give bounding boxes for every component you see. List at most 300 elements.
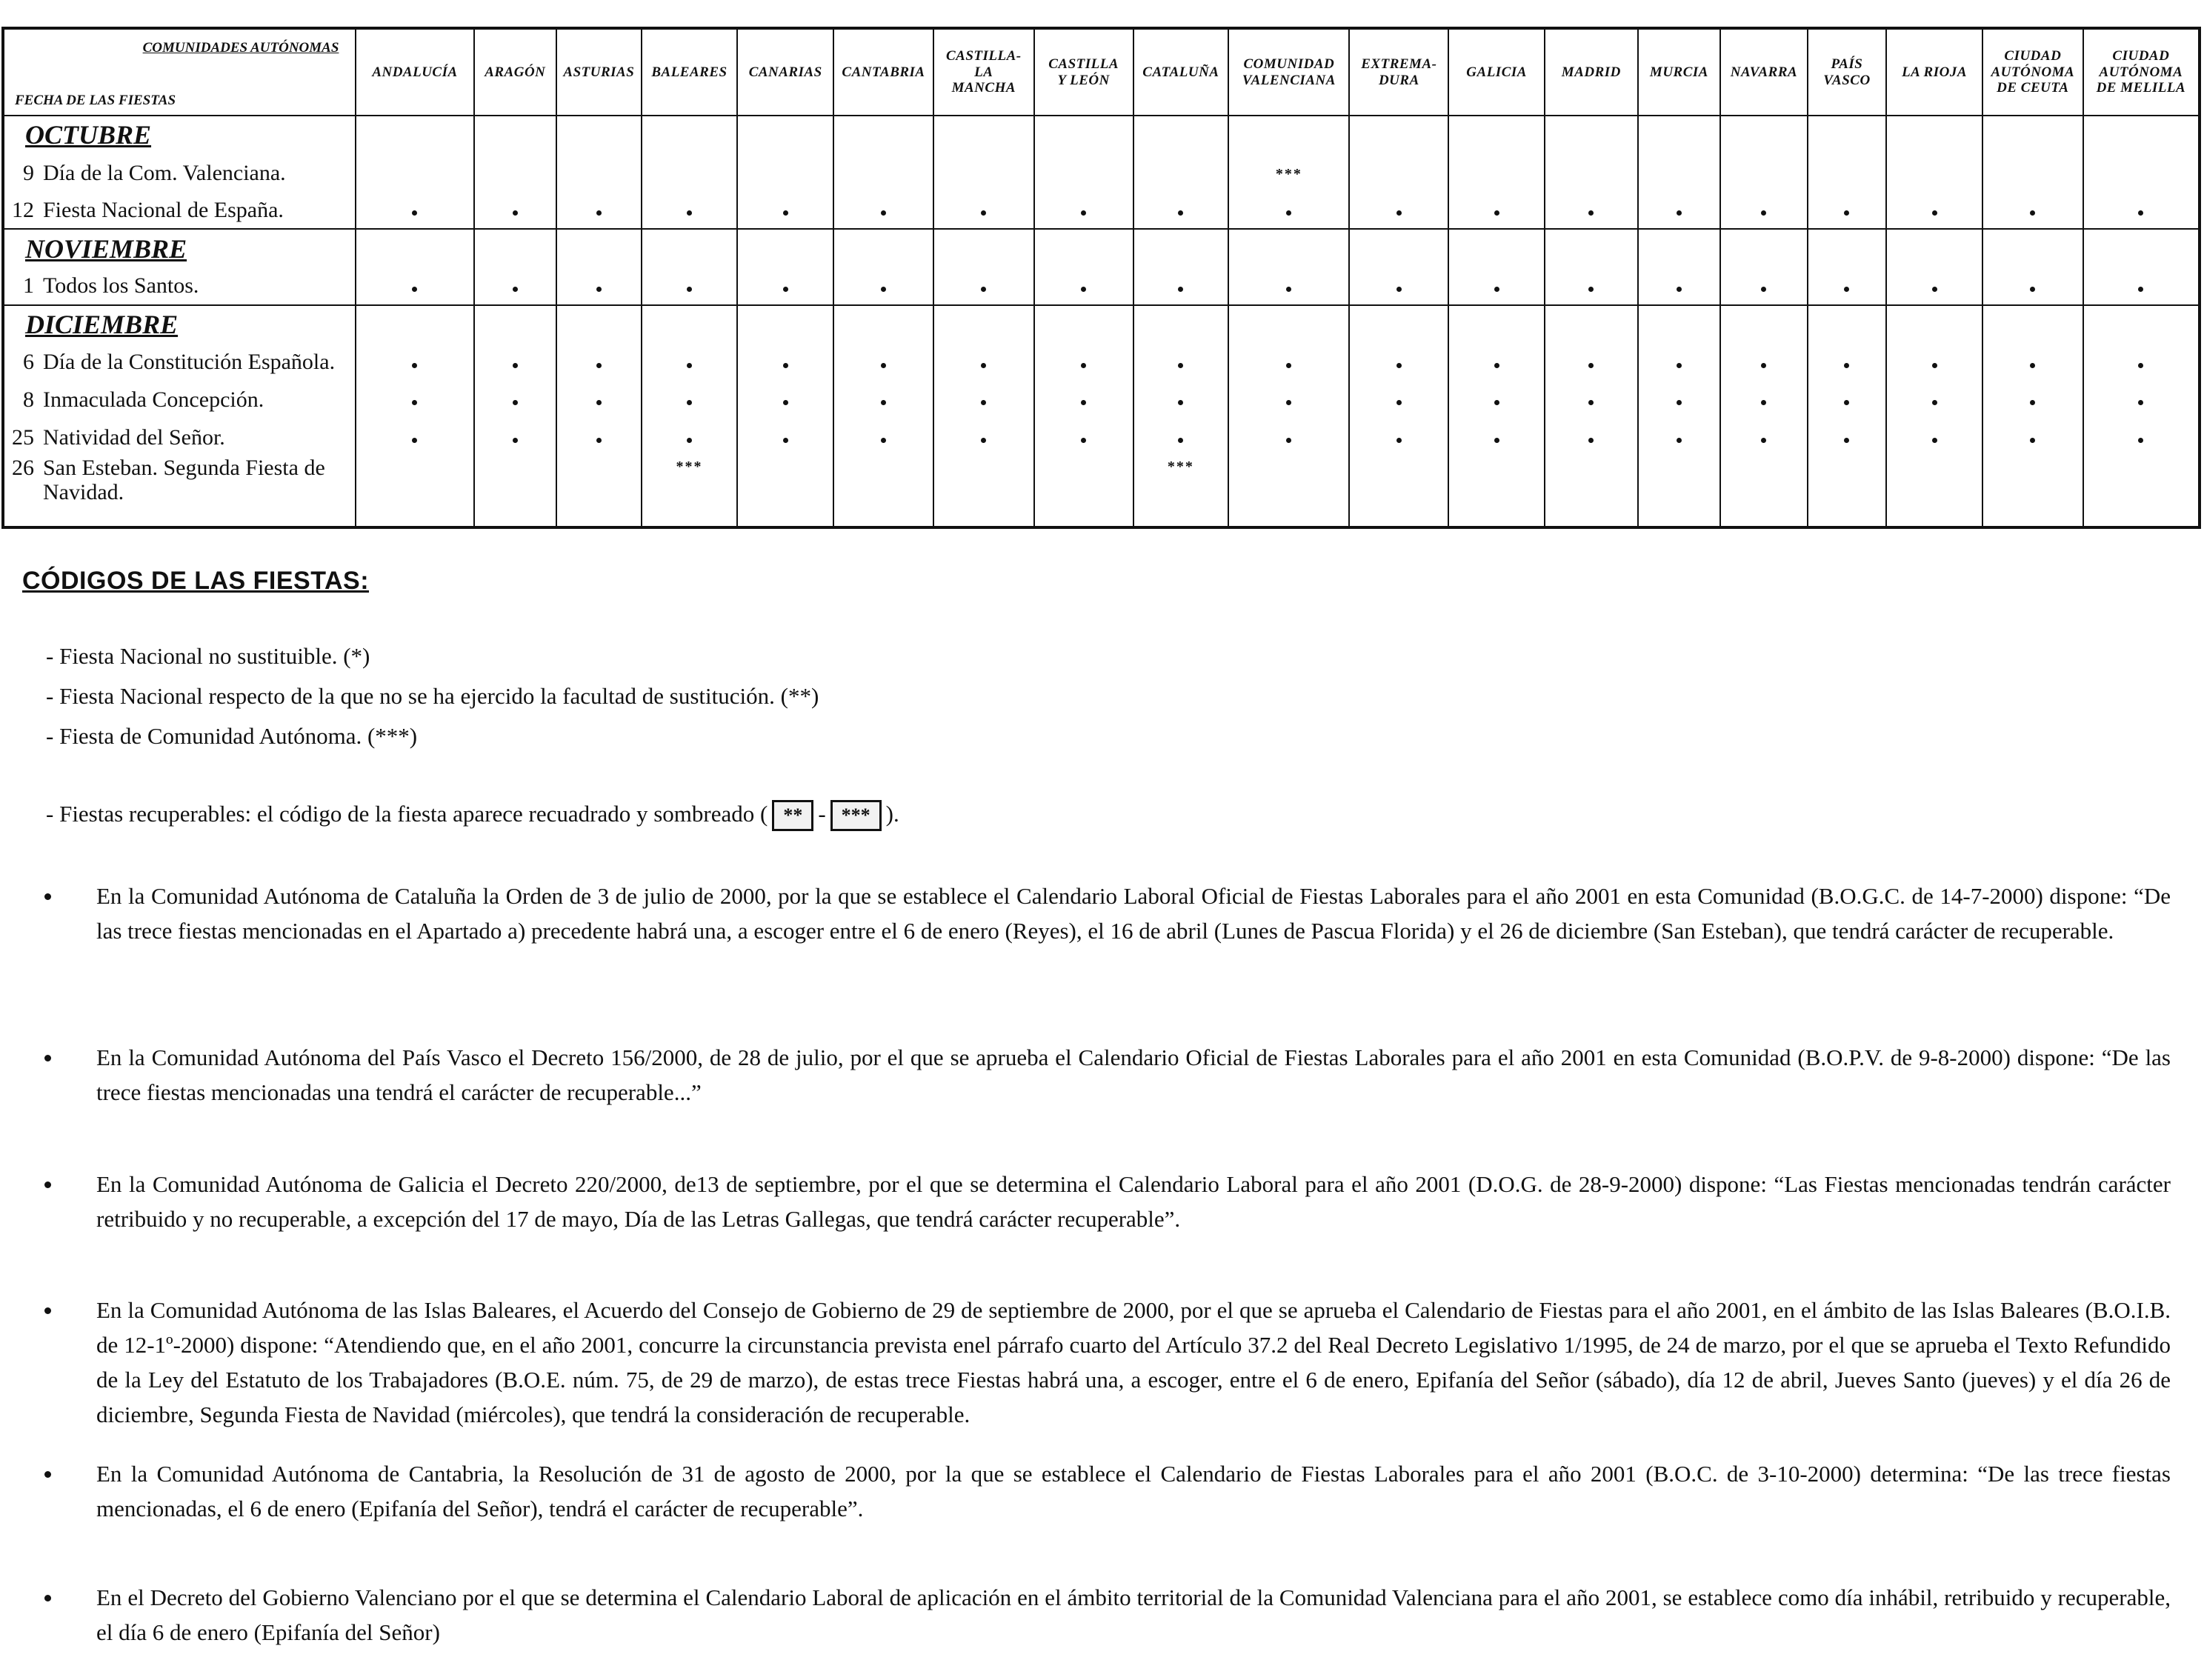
region-header: [1133, 28, 1229, 116]
empty-cell: [1808, 154, 1886, 192]
region-header-line: GALICIA: [1466, 64, 1527, 80]
region-header-line: VALENCIANA: [1242, 72, 1336, 88]
national-holiday-mark: [1448, 344, 1545, 381]
dot-icon: [1844, 400, 1849, 405]
national-holiday-mark: [556, 267, 642, 305]
holiday-name: San Esteban. Segunda Fiesta de: [43, 456, 325, 481]
dot-icon: [1081, 400, 1086, 405]
dot-icon: [881, 400, 886, 405]
holiday-calendar-table: [1, 27, 2201, 529]
empty-cell: [356, 116, 473, 154]
national-holiday-mark: [1886, 192, 1982, 230]
holiday-row: [3, 456, 2200, 527]
national-holiday-mark: [1808, 344, 1886, 381]
national-holiday-mark: [737, 419, 833, 456]
dot-icon: [596, 438, 602, 443]
empty-cell: [1349, 305, 1448, 344]
dot-icon: [2138, 210, 2143, 216]
national-holiday-mark: [1349, 267, 1448, 305]
dot-icon: [1588, 438, 1594, 443]
national-holiday-mark: [1886, 344, 1982, 381]
national-holiday-mark: [1720, 419, 1808, 456]
region-header: [474, 28, 557, 116]
dot-icon: [1494, 287, 1499, 292]
region-header-line: VASCO: [1823, 72, 1871, 88]
holiday-name: Todos los Santos.: [43, 273, 199, 299]
empty-cell: [1349, 229, 1448, 267]
national-holiday-mark: [1808, 267, 1886, 305]
note-cantabria: [44, 1456, 2171, 1526]
dot-icon: [981, 287, 986, 292]
national-holiday-mark: [474, 344, 557, 381]
national-holiday-mark: [642, 192, 738, 230]
national-holiday-mark: [642, 267, 738, 305]
empty-cell: [1720, 305, 1808, 344]
dot-icon: [1932, 363, 1937, 368]
region-header-line: DURA: [1378, 72, 1419, 88]
dot-icon: [1588, 287, 1594, 292]
dot-icon: [881, 438, 886, 443]
region-header-line: MANCHA: [951, 80, 1016, 96]
recoverable-text-end: ).: [885, 801, 899, 827]
dot-icon: [412, 363, 417, 368]
empty-cell: [1349, 116, 1448, 154]
holiday-label: [3, 381, 356, 419]
national-holiday-mark: [1982, 419, 2083, 456]
recoverable-box-triple: ***: [830, 800, 882, 831]
dot-icon: [1761, 438, 1766, 443]
holiday-name: Inmaculada Concepción.: [43, 387, 264, 412]
national-holiday-mark: [1545, 381, 1638, 419]
dot-icon: [412, 210, 417, 216]
region-header: [1720, 28, 1808, 116]
region-header: [1034, 28, 1133, 116]
national-holiday-mark: [1228, 381, 1349, 419]
note-text: En el Decreto del Gobierno Valenciano por el que se determina el Calendario Laboral de aplicación en el ámbito territorial de la Comunidad Valenciana para el año 2001, se establece como día inhábil, retribuido y recuperable, el día 6 de enero (Epifanía del Señor): [96, 1584, 2171, 1645]
dot-icon: [981, 400, 986, 405]
empty-cell: [1545, 456, 1638, 527]
holiday-row: [3, 192, 2200, 230]
holiday-name: Fiesta Nacional de España.: [43, 197, 284, 222]
bullet-icon: [44, 1040, 81, 1075]
dot-icon: [412, 438, 417, 443]
holiday-name: Día de la Constitución Española.: [43, 350, 336, 375]
region-header: [1886, 28, 1982, 116]
dot-icon: [412, 400, 417, 405]
empty-cell: [933, 116, 1034, 154]
regional-code: ***: [1275, 166, 1302, 183]
dot-icon: [412, 287, 417, 292]
region-header-line: BALEARES: [651, 64, 728, 80]
national-holiday-mark: [474, 381, 557, 419]
dot-icon: [783, 210, 788, 216]
region-header: [1228, 28, 1349, 116]
dot-icon: [981, 438, 986, 443]
empty-cell: [1448, 116, 1545, 154]
dot-icon: [513, 210, 518, 216]
region-header-line: CANTABRIA: [842, 64, 925, 80]
national-holiday-mark: [833, 192, 933, 230]
national-holiday-mark: [1886, 381, 1982, 419]
national-holiday-mark: [1982, 267, 2083, 305]
code-line-national-not-substituted: - Fiesta Nacional respecto de la que no se ha ejercido la facultad de sustitución. (**): [46, 683, 819, 709]
dot-icon: [1178, 438, 1183, 443]
empty-cell: [2083, 116, 2200, 154]
holiday-name: Día de la Com. Valenciana.: [43, 160, 286, 185]
holiday-row: [3, 154, 2200, 192]
national-holiday-mark: [642, 381, 738, 419]
national-holiday-mark: [1133, 344, 1229, 381]
national-holiday-mark: [1034, 381, 1133, 419]
national-holiday-mark: [933, 192, 1034, 230]
dot-icon: [1494, 210, 1499, 216]
table-corner-header: [3, 28, 356, 116]
empty-cell: [737, 229, 833, 267]
empty-cell: [1545, 305, 1638, 344]
dot-icon: [1761, 210, 1766, 216]
empty-cell: [642, 116, 738, 154]
holiday-name: Natividad del Señor.: [43, 424, 225, 450]
empty-cell: [556, 305, 642, 344]
dot-icon: [1286, 363, 1291, 368]
dot-icon: [1932, 438, 1937, 443]
note-valenciana: [44, 1580, 2171, 1650]
empty-cell: [474, 305, 557, 344]
dot-icon: [783, 287, 788, 292]
region-header-line: COMUNIDAD: [1243, 56, 1335, 72]
empty-cell: [474, 456, 557, 527]
dot-icon: [596, 363, 602, 368]
dot-icon: [513, 400, 518, 405]
national-holiday-mark: [356, 344, 473, 381]
holiday-day: 1: [23, 273, 34, 299]
national-holiday-mark: [737, 192, 833, 230]
empty-cell: [2083, 456, 2200, 527]
recoverable-separator: -: [818, 801, 826, 827]
empty-cell: [556, 116, 642, 154]
month-heading: DICIEMBRE: [3, 305, 356, 344]
national-holiday-mark: [737, 344, 833, 381]
national-holiday-mark: [356, 419, 473, 456]
national-holiday-mark: [356, 267, 473, 305]
national-holiday-mark: [2083, 419, 2200, 456]
empty-cell: [1886, 154, 1982, 192]
region-header-line: LA: [974, 64, 993, 80]
national-holiday-mark: [1228, 419, 1349, 456]
dot-icon: [1178, 210, 1183, 216]
dot-icon: [687, 210, 692, 216]
dot-icon: [1396, 210, 1402, 216]
empty-cell: [1228, 456, 1349, 527]
national-holiday-mark: [2083, 267, 2200, 305]
national-holiday-mark: [2083, 381, 2200, 419]
national-holiday-mark: [1448, 192, 1545, 230]
empty-cell: [1448, 305, 1545, 344]
empty-cell: [1133, 305, 1229, 344]
bullet-icon: [44, 1456, 81, 1491]
region-header-line: PAÍS: [1831, 56, 1863, 72]
national-holiday-mark: [933, 344, 1034, 381]
national-holiday-mark: [474, 419, 557, 456]
dot-icon: [687, 363, 692, 368]
empty-cell: [356, 229, 473, 267]
empty-cell: [833, 116, 933, 154]
empty-cell: [642, 229, 738, 267]
dot-icon: [2030, 363, 2035, 368]
dot-icon: [1286, 287, 1291, 292]
empty-cell: [1034, 154, 1133, 192]
dot-icon: [783, 400, 788, 405]
national-holiday-mark: [1133, 192, 1229, 230]
national-holiday-mark: [474, 192, 557, 230]
dot-icon: [1081, 438, 1086, 443]
dates-header-label: FECHA DE LAS FIESTAS: [15, 93, 176, 108]
national-holiday-mark: [1886, 419, 1982, 456]
region-header: [1982, 28, 2083, 116]
national-holiday-mark: [1808, 381, 1886, 419]
dot-icon: [1494, 363, 1499, 368]
note-text: En la Comunidad Autónoma del País Vasco el Decreto 156/2000, de 28 de julio, por el que se aprueba el Calendario Oficial de Fiestas Laborales para el año 2001 en esta Comunidad (B.O.P.V. de 9-8-2000) dispone: “De las trece fiestas mencionadas una tendrá el carácter de recuperable...”: [96, 1044, 2171, 1105]
dot-icon: [687, 287, 692, 292]
dot-icon: [1178, 363, 1183, 368]
national-holiday-mark: [1808, 419, 1886, 456]
dot-icon: [1761, 363, 1766, 368]
dot-icon: [1286, 400, 1291, 405]
empty-cell: [1720, 116, 1808, 154]
national-holiday-mark: [1448, 381, 1545, 419]
empty-cell: [737, 116, 833, 154]
empty-cell: [1133, 116, 1229, 154]
national-holiday-mark: [356, 192, 473, 230]
region-header-line: CASTILLA-: [946, 47, 1022, 64]
dot-icon: [1761, 287, 1766, 292]
region-header: [642, 28, 738, 116]
national-holiday-mark: [833, 419, 933, 456]
note-text: En la Comunidad Autónoma de las Islas Baleares, el Acuerdo del Consejo de Gobierno de 29 de septiembre de 2000, por el que se aprueba el Calendario de Fiestas para el año 2001, en el ámbito de las Islas Baleares (B.O.I.B. de 12-1º-2000) dispone: “Atendiendo que, en el año 2001, concurre la circunstancia prevista enel párrafo cuarto del Artículo 37.2 del Real Decreto Legislativo 1/1995, de 24 de marzo, por el que se aprueba el Texto Refundido de la Ley del Estatuto de los Trabajadores (B.O.E. núm. 75, de 29 de marzo), de estas trece Fiestas habrá una, a escoger, entre el 6 de enero, Epifanía del Señor (sábado), día 12 de abril, Jueves Santo (jueves) y el día 26 de diciembre, Segunda Fiesta de Navidad (miércoles), que tendrá la consideración de recuperable.: [96, 1297, 2171, 1427]
dot-icon: [513, 287, 518, 292]
dot-icon: [981, 210, 986, 216]
empty-cell: [933, 305, 1034, 344]
empty-cell: [1228, 229, 1349, 267]
region-header: [1545, 28, 1638, 116]
dot-icon: [783, 438, 788, 443]
empty-cell: [1982, 154, 2083, 192]
national-holiday-mark: [737, 381, 833, 419]
empty-cell: [1808, 116, 1886, 154]
dot-icon: [1588, 363, 1594, 368]
empty-cell: [1638, 456, 1721, 527]
region-header-line: CASTILLA: [1048, 56, 1119, 72]
region-header-line: EXTREMA-: [1361, 56, 1437, 72]
dot-icon: [1396, 363, 1402, 368]
region-header-line: AUTÓNOMA: [2099, 64, 2183, 80]
empty-cell: [642, 305, 738, 344]
empty-cell: [642, 154, 738, 192]
national-holiday-mark: [1982, 192, 2083, 230]
national-holiday-mark: [1638, 267, 1721, 305]
regional-code: ***: [676, 459, 703, 476]
dot-icon: [1844, 210, 1849, 216]
dot-icon: [2030, 400, 2035, 405]
note-cataluna: [44, 879, 2171, 948]
holiday-label: [3, 456, 356, 527]
empty-cell: [2083, 229, 2200, 267]
empty-cell: [1034, 305, 1133, 344]
national-holiday-mark: [1638, 192, 1721, 230]
dot-icon: [1286, 438, 1291, 443]
dot-icon: [687, 400, 692, 405]
regional-holiday-mark: [642, 456, 738, 527]
recoverable-text: - Fiestas recuperables: el código de la fiesta aparece recuadrado y sombreado (: [46, 801, 768, 827]
regional-code: ***: [1167, 459, 1194, 476]
recoverable-box-double: **: [772, 800, 813, 831]
region-header: [1638, 28, 1721, 116]
note-galicia: [44, 1167, 2171, 1236]
national-holiday-mark: [1720, 381, 1808, 419]
region-header-line: ANDALUCÍA: [372, 64, 458, 80]
holiday-label: [3, 192, 356, 230]
empty-cell: [833, 229, 933, 267]
national-holiday-mark: [1545, 344, 1638, 381]
empty-cell: [556, 229, 642, 267]
national-holiday-mark: [556, 419, 642, 456]
empty-cell: [1720, 456, 1808, 527]
national-holiday-mark: [1808, 192, 1886, 230]
empty-cell: [474, 116, 557, 154]
holiday-row: [3, 381, 2200, 419]
empty-cell: [1228, 116, 1349, 154]
region-header-line: CIUDAD: [2112, 47, 2170, 64]
national-holiday-mark: [2083, 344, 2200, 381]
empty-cell: [1886, 229, 1982, 267]
dot-icon: [1178, 400, 1183, 405]
national-holiday-mark: [1720, 344, 1808, 381]
empty-cell: [356, 456, 473, 527]
regions-header-label: COMUNIDADES AUTÓNOMAS: [142, 40, 339, 56]
national-holiday-mark: [1349, 381, 1448, 419]
region-header-line: AUTÓNOMA: [1991, 64, 2075, 80]
empty-cell: [1133, 154, 1229, 192]
empty-cell: [1638, 305, 1721, 344]
holiday-day: 26: [12, 456, 34, 481]
dot-icon: [1844, 287, 1849, 292]
empty-cell: [933, 229, 1034, 267]
national-holiday-mark: [1349, 192, 1448, 230]
note-text: En la Comunidad Autónoma de Cataluña la Orden de 3 de julio de 2000, por la que se establece el Calendario Laboral Oficial de Fiestas Laborales para el año 2001 en esta Comunidad (B.O.G.C. de 14-7-2000) dispone: “De las trece fiestas mencionadas en el Apartado a) precedente habrá una, a escoger entre el 6 de enero (Reyes), el 16 de abril (Lunes de Pascua Florida) y el 26 de diciembre (San Esteban), que tendrá carácter de recuperable.: [96, 883, 2171, 944]
national-holiday-mark: [1034, 192, 1133, 230]
region-header-line: DE MELILLA: [2096, 80, 2186, 96]
national-holiday-mark: [1545, 267, 1638, 305]
region-header: [1448, 28, 1545, 116]
national-holiday-mark: [737, 267, 833, 305]
national-holiday-mark: [642, 344, 738, 381]
dot-icon: [2138, 438, 2143, 443]
region-header-line: NAVARRA: [1730, 64, 1798, 80]
holiday-day: 6: [23, 350, 34, 375]
empty-cell: [1886, 456, 1982, 527]
dot-icon: [596, 287, 602, 292]
empty-cell: [1034, 456, 1133, 527]
dot-icon: [2138, 287, 2143, 292]
national-holiday-mark: [642, 419, 738, 456]
dot-icon: [687, 438, 692, 443]
empty-cell: [1886, 305, 1982, 344]
national-holiday-mark: [556, 192, 642, 230]
empty-cell: [1545, 229, 1638, 267]
region-header: [833, 28, 933, 116]
region-header: [2083, 28, 2200, 116]
empty-cell: [474, 229, 557, 267]
empty-cell: [1982, 229, 2083, 267]
holiday-row: [3, 419, 2200, 456]
national-holiday-mark: [1886, 267, 1982, 305]
note-text: En la Comunidad Autónoma de Cantabria, la Resolución de 31 de agosto de 2000, por la que se establece el Calendario de Fiestas Laborales para el año 2001 (B.O.C. de 3-10-2000) determina: “De las trece fiestas mencionadas, el 6 de enero (Epifanía del Señor), tendrá el carácter de recuperable”.: [96, 1461, 2171, 1521]
national-holiday-mark: [1720, 267, 1808, 305]
national-holiday-mark: [1545, 419, 1638, 456]
empty-cell: [1034, 229, 1133, 267]
national-holiday-mark: [1133, 267, 1229, 305]
empty-cell: [1448, 154, 1545, 192]
region-header-line: ARAGÓN: [485, 64, 546, 80]
dot-icon: [1932, 210, 1937, 216]
national-holiday-mark: [833, 344, 933, 381]
dot-icon: [1932, 400, 1937, 405]
dot-icon: [596, 400, 602, 405]
dot-icon: [2138, 400, 2143, 405]
dot-icon: [513, 438, 518, 443]
empty-cell: [1982, 116, 2083, 154]
month-heading: NOVIEMBRE: [3, 229, 356, 267]
dot-icon: [1761, 400, 1766, 405]
dot-icon: [1081, 210, 1086, 216]
holiday-day: 12: [12, 197, 34, 222]
empty-cell: [1133, 229, 1229, 267]
empty-cell: [1982, 305, 2083, 344]
national-holiday-mark: [556, 381, 642, 419]
holiday-day: 25: [12, 424, 34, 450]
national-holiday-mark: [1638, 381, 1721, 419]
empty-cell: [933, 456, 1034, 527]
national-holiday-mark: [933, 381, 1034, 419]
national-holiday-mark: [1982, 344, 2083, 381]
dot-icon: [783, 363, 788, 368]
dot-icon: [1588, 210, 1594, 216]
dot-icon: [2030, 438, 2035, 443]
national-holiday-mark: [2083, 192, 2200, 230]
national-holiday-mark: [1349, 419, 1448, 456]
national-holiday-mark: [556, 344, 642, 381]
dot-icon: [1396, 400, 1402, 405]
national-holiday-mark: [1034, 419, 1133, 456]
dot-icon: [881, 363, 886, 368]
empty-cell: [933, 154, 1034, 192]
national-holiday-mark: [1638, 419, 1721, 456]
dot-icon: [2138, 363, 2143, 368]
national-holiday-mark: [1228, 192, 1349, 230]
regional-holiday-mark: [1228, 154, 1349, 192]
empty-cell: [1638, 116, 1721, 154]
holiday-day: 9: [23, 160, 34, 185]
region-header: [737, 28, 833, 116]
national-holiday-mark: [1720, 192, 1808, 230]
national-holiday-mark: [1133, 419, 1229, 456]
holiday-label: [3, 344, 356, 381]
national-holiday-mark: [356, 381, 473, 419]
dot-icon: [1677, 287, 1682, 292]
dot-icon: [1396, 438, 1402, 443]
empty-cell: [737, 456, 833, 527]
dot-icon: [1494, 438, 1499, 443]
